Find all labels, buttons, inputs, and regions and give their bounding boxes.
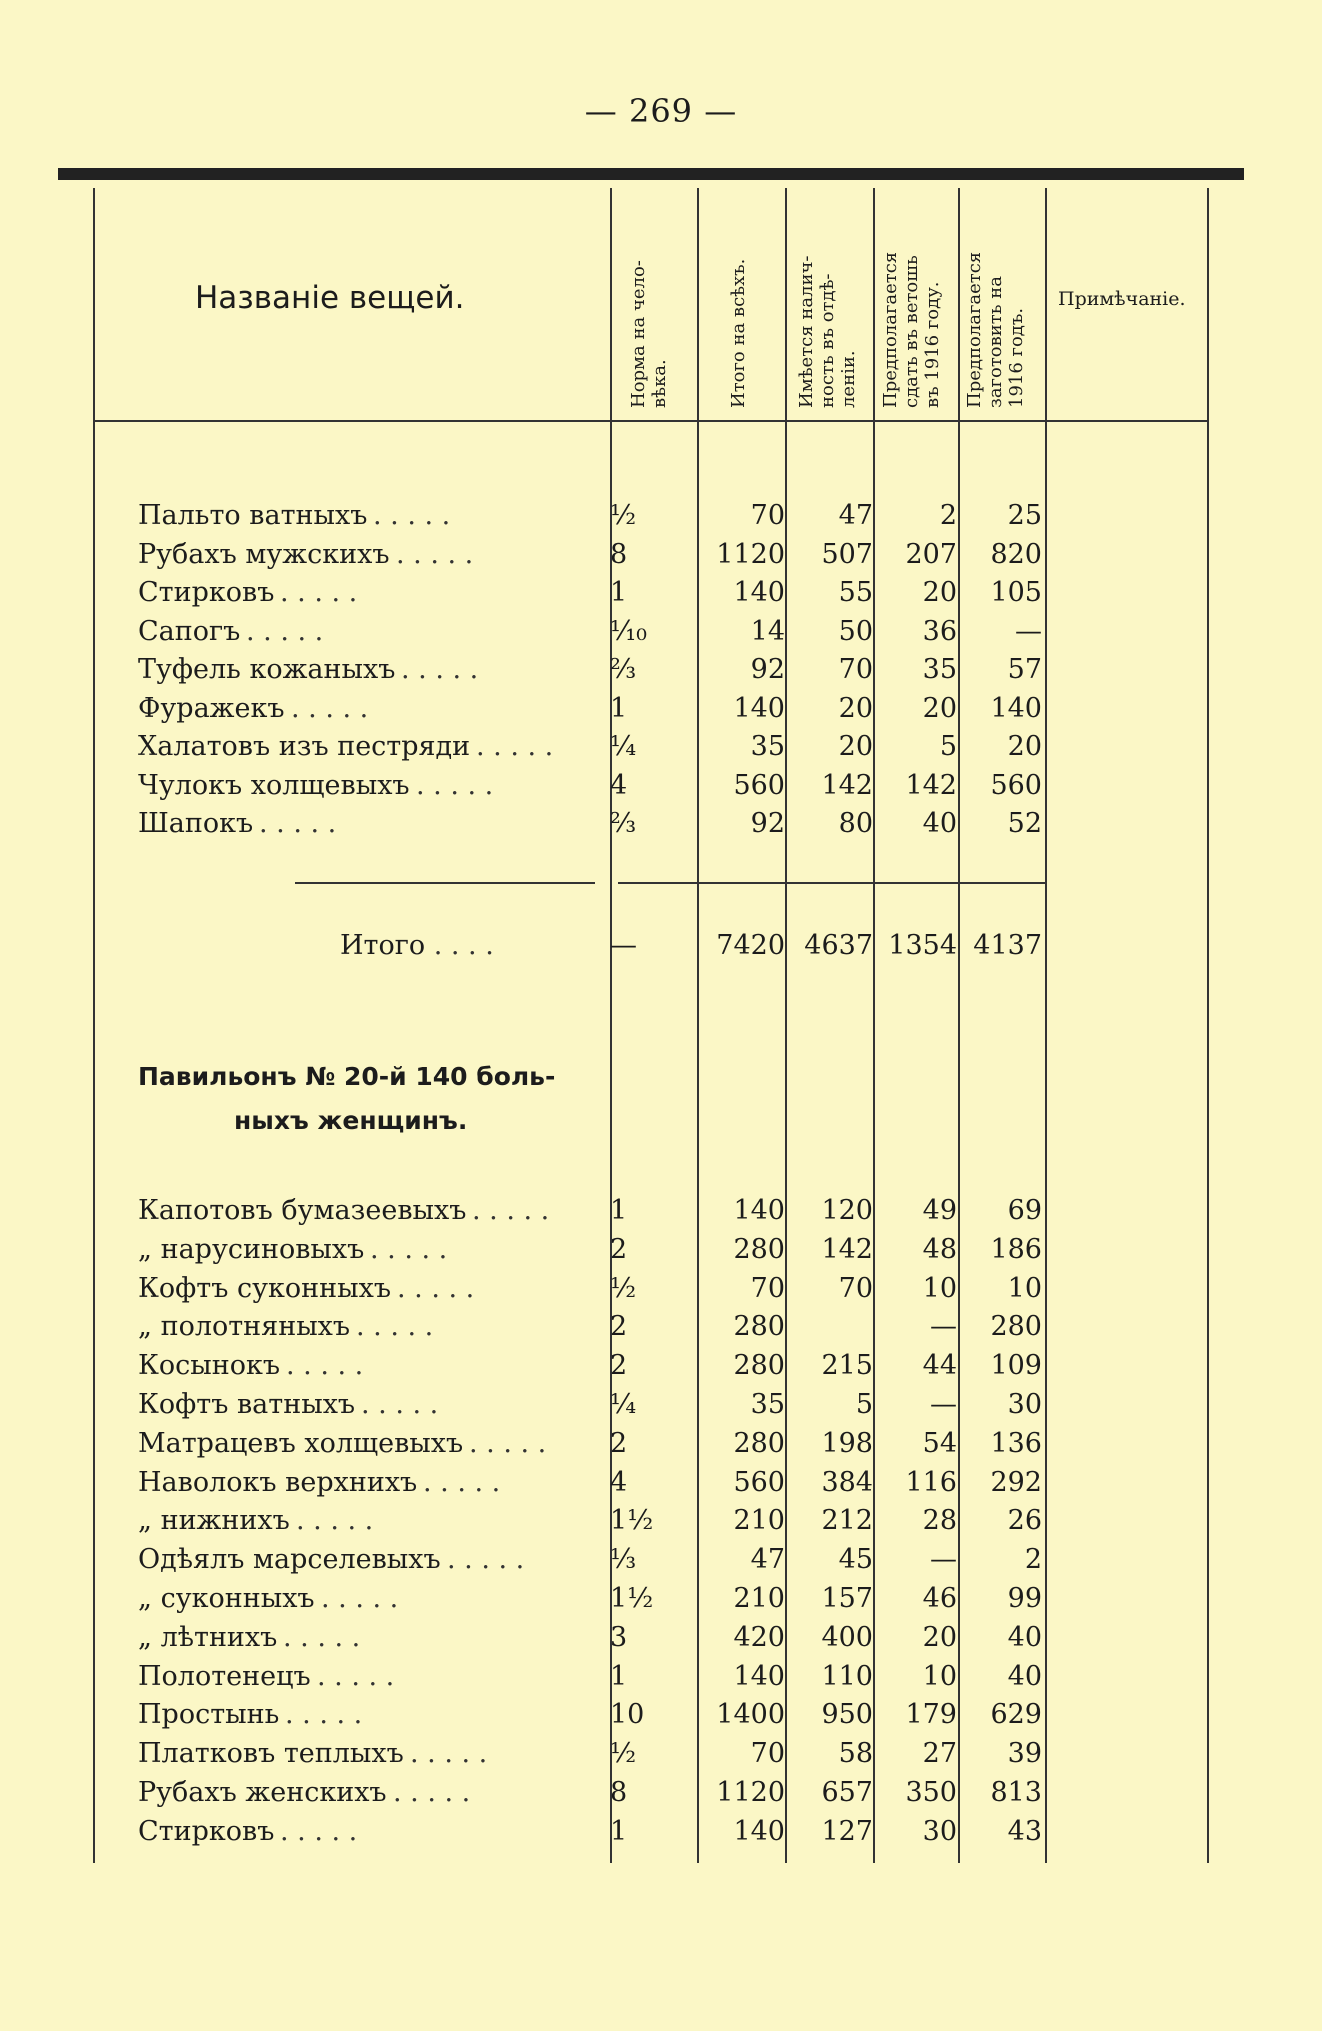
table-row xyxy=(0,539,1322,577)
leader-dots: . . . . . xyxy=(401,654,479,685)
item-total: 210 xyxy=(733,1505,785,1537)
total-rule xyxy=(295,882,595,884)
table-row xyxy=(0,1467,1322,1505)
item-available: 45 xyxy=(838,1544,873,1576)
item-total: 560 xyxy=(733,769,785,801)
item-available: 50 xyxy=(838,615,873,647)
item-norm: 3 xyxy=(610,1621,628,1653)
item-available: 20 xyxy=(838,692,873,724)
table-row xyxy=(0,1777,1322,1815)
item-scrap: 350 xyxy=(905,1777,957,1808)
column-header-scrap: Предполагается сдать въ ветошь въ 1916 году. xyxy=(880,251,943,408)
item-norm: 4 xyxy=(610,1466,628,1498)
leader-dots: . . . . . xyxy=(296,1505,374,1537)
item-scrap: 20 xyxy=(922,692,957,724)
item-available: 70 xyxy=(838,1272,873,1304)
item-prepare: 109 xyxy=(990,1350,1042,1382)
item-norm: ⅒ xyxy=(610,615,647,647)
item-scrap: 54 xyxy=(922,1427,957,1459)
item-total: 35 xyxy=(750,731,785,762)
item-norm: 2 xyxy=(610,1233,628,1265)
table-row xyxy=(0,1622,1322,1660)
item-scrap: 30 xyxy=(922,1815,957,1847)
top-rule xyxy=(58,168,1244,180)
column-header-norm: Норма на чело- вѣка. xyxy=(628,260,670,408)
item-available: 80 xyxy=(838,808,873,839)
item-name: Платковъ теплыхъ xyxy=(138,1738,404,1770)
item-prepare: 43 xyxy=(1007,1815,1042,1847)
item-prepare: 629 xyxy=(990,1699,1042,1731)
table-row xyxy=(0,1234,1322,1272)
item-total: 47 xyxy=(750,1544,785,1576)
table-row xyxy=(0,654,1322,692)
leader-dots: . . . . . xyxy=(373,500,451,531)
item-norm: 2 xyxy=(610,1350,628,1382)
table-row xyxy=(0,1661,1322,1699)
item-available: 142 xyxy=(821,769,873,801)
column-header-available: Имѣется налич- ность въ отдѣ- леніи. xyxy=(796,255,859,408)
item-prepare: 2 xyxy=(1024,1544,1042,1576)
item-norm: 1 xyxy=(610,1660,628,1692)
table-row xyxy=(0,500,1322,538)
leader-dots: . . . . . xyxy=(472,1195,550,1226)
item-name: Капотовъ бумазеевыхъ xyxy=(138,1195,467,1226)
leader-dots: . . . . . xyxy=(246,615,324,647)
leader-dots: . . . . . xyxy=(423,1466,501,1498)
item-norm: 1½ xyxy=(610,1505,654,1537)
total-norm: — xyxy=(610,930,637,961)
item-available: 507 xyxy=(821,538,873,570)
item-available: 384 xyxy=(821,1466,873,1498)
item-available: 215 xyxy=(821,1350,873,1382)
leader-dots: . . . . . xyxy=(361,1389,439,1420)
item-total: 92 xyxy=(750,654,785,685)
item-total: 1120 xyxy=(716,1777,785,1808)
table-row xyxy=(0,1311,1322,1349)
item-prepare: — xyxy=(1015,615,1042,647)
item-name: „ лѣтнихъ xyxy=(138,1621,278,1653)
item-available: 127 xyxy=(821,1815,873,1847)
leader-dots: . . . . . xyxy=(397,1272,475,1304)
item-norm: ¼ xyxy=(610,731,637,762)
item-total: 280 xyxy=(733,1350,785,1382)
item-prepare: 105 xyxy=(990,577,1042,608)
item-name: Полотенецъ xyxy=(138,1660,311,1692)
item-scrap: 28 xyxy=(922,1505,957,1537)
leader-dots: . . . . . xyxy=(410,1738,488,1770)
table-row xyxy=(0,616,1322,654)
item-total: 35 xyxy=(750,1389,785,1420)
item-scrap: 179 xyxy=(905,1699,957,1731)
leader-dots: . . . . . xyxy=(280,1815,358,1847)
column-header-name: Названіе вещей. xyxy=(195,280,465,316)
table-row xyxy=(0,1738,1322,1776)
item-norm: 2 xyxy=(610,1427,628,1459)
item-prepare: 10 xyxy=(1007,1272,1042,1304)
item-total: 140 xyxy=(733,692,785,724)
item-name: Чулокъ холщевыхъ xyxy=(138,769,410,801)
item-available: 120 xyxy=(821,1195,873,1226)
table-row xyxy=(0,693,1322,731)
section-title-line1: Павильонъ № 20-й 140 боль- xyxy=(138,1062,556,1091)
item-name: Кофтъ суконныхъ xyxy=(138,1272,392,1304)
item-name: Стирковъ xyxy=(138,1815,275,1847)
item-scrap: 27 xyxy=(922,1738,957,1770)
leader-dots: . . . . . xyxy=(396,538,474,570)
item-available: 950 xyxy=(821,1699,873,1731)
item-total: 140 xyxy=(733,1660,785,1692)
leader-dots: . . . . . xyxy=(469,1427,547,1459)
item-name: Косынокъ xyxy=(138,1350,281,1382)
leader-dots: . . . . . xyxy=(291,692,369,724)
item-prepare: 52 xyxy=(1007,808,1042,839)
item-total: 140 xyxy=(733,1815,785,1847)
section-title xyxy=(138,1055,608,1143)
table-row xyxy=(0,577,1322,615)
item-total: 560 xyxy=(733,1466,785,1498)
table-row xyxy=(0,731,1322,769)
item-total: 280 xyxy=(733,1311,785,1343)
item-prepare: 69 xyxy=(1007,1195,1042,1226)
item-norm: ½ xyxy=(610,500,637,531)
item-available: 657 xyxy=(821,1777,873,1808)
total-prep: 4137 xyxy=(973,930,1042,961)
item-total: 1400 xyxy=(716,1699,785,1731)
item-scrap: 207 xyxy=(905,538,957,570)
item-name: Простынь xyxy=(138,1699,280,1731)
table-row xyxy=(0,1389,1322,1427)
item-prepare: 30 xyxy=(1007,1389,1042,1420)
item-name: Рубахъ женскихъ xyxy=(138,1777,387,1808)
leader-dots: . . . . . xyxy=(370,1233,448,1265)
item-prepare: 20 xyxy=(1007,731,1042,762)
item-scrap: 116 xyxy=(905,1466,957,1498)
item-name: Фуражекъ xyxy=(138,692,285,724)
item-total: 210 xyxy=(733,1583,785,1614)
item-norm: 1 xyxy=(610,1195,628,1226)
table-row xyxy=(0,1699,1322,1737)
item-prepare: 280 xyxy=(990,1311,1042,1343)
total-values xyxy=(0,930,1322,968)
leader-dots: . . . . . xyxy=(447,1544,525,1576)
item-name: Рубахъ мужскихъ xyxy=(138,538,390,570)
leader-dots: . . . . . xyxy=(393,1777,471,1808)
item-name: Одѣялъ марселевыхъ xyxy=(138,1544,441,1576)
item-name: Кофтъ ватныхъ xyxy=(138,1389,356,1420)
leader-dots: . . . . . xyxy=(416,769,494,801)
item-norm: 1 xyxy=(610,1815,628,1847)
total-total: 7420 xyxy=(716,930,785,961)
section-title-line2: ныхъ женщинъ. xyxy=(234,1106,468,1135)
item-prepare: 140 xyxy=(990,692,1042,724)
table-row xyxy=(0,1544,1322,1582)
item-norm: ⅔ xyxy=(610,654,637,685)
item-name: Туфель кожаныхъ xyxy=(138,654,396,685)
item-norm: ⅓ xyxy=(610,1544,637,1576)
item-available: 198 xyxy=(821,1427,873,1459)
item-prepare: 813 xyxy=(990,1777,1042,1808)
item-total: 420 xyxy=(733,1621,785,1653)
column-header-prepare: Предполагается заготовить на 1916 годъ. xyxy=(964,251,1027,408)
item-scrap: 36 xyxy=(922,615,957,647)
item-available: 142 xyxy=(821,1233,873,1265)
item-prepare: 99 xyxy=(1007,1583,1042,1614)
item-name: Халатовъ изъ пестряди xyxy=(138,731,471,762)
item-scrap: 49 xyxy=(922,1195,957,1226)
item-name: „ полотняныхъ xyxy=(138,1311,351,1343)
item-prepare: 136 xyxy=(990,1427,1042,1459)
item-available: 20 xyxy=(838,731,873,762)
item-total: 1120 xyxy=(716,538,785,570)
total-avail: 4637 xyxy=(804,930,873,961)
item-scrap: — xyxy=(930,1544,957,1576)
page-number: — 269 — xyxy=(584,92,738,130)
column-header-total: Итого на всѣхъ. xyxy=(728,258,749,408)
item-total: 140 xyxy=(733,1195,785,1226)
item-scrap: 10 xyxy=(922,1660,957,1692)
table-row xyxy=(0,1195,1322,1233)
item-prepare: 25 xyxy=(1007,500,1042,531)
total-rule-numbers xyxy=(618,882,1046,884)
total-scrap: 1354 xyxy=(888,930,957,961)
item-norm: ⅔ xyxy=(610,808,637,839)
item-norm: 1 xyxy=(610,692,628,724)
item-prepare: 40 xyxy=(1007,1621,1042,1653)
item-available: 157 xyxy=(821,1583,873,1614)
leader-dots: . . . . . xyxy=(280,577,358,608)
leader-dots: . . . . . xyxy=(476,731,554,762)
item-scrap: 35 xyxy=(922,654,957,685)
item-total: 70 xyxy=(750,1738,785,1770)
item-total: 14 xyxy=(750,615,785,647)
item-scrap: 10 xyxy=(922,1272,957,1304)
item-scrap: 20 xyxy=(922,577,957,608)
item-scrap: 5 xyxy=(939,731,957,762)
item-available: 400 xyxy=(821,1621,873,1653)
table-row xyxy=(0,1350,1322,1388)
item-norm: 2 xyxy=(610,1311,628,1343)
item-available: 212 xyxy=(821,1505,873,1537)
item-prepare: 40 xyxy=(1007,1660,1042,1692)
item-name: „ суконныхъ xyxy=(138,1583,315,1614)
item-total: 92 xyxy=(750,808,785,839)
item-prepare: 26 xyxy=(1007,1505,1042,1537)
item-norm: 1 xyxy=(610,577,628,608)
item-prepare: 820 xyxy=(990,538,1042,570)
item-prepare: 186 xyxy=(990,1233,1042,1265)
item-scrap: 2 xyxy=(939,500,957,531)
item-total: 280 xyxy=(733,1427,785,1459)
item-name: Шапокъ xyxy=(138,808,254,839)
column-header-note: Примѣчаніе. xyxy=(1058,288,1186,310)
leader-dots: . . . . . xyxy=(283,1621,361,1653)
item-scrap: — xyxy=(930,1389,957,1420)
item-available: 5 xyxy=(855,1389,873,1420)
item-total: 280 xyxy=(733,1233,785,1265)
item-available: 70 xyxy=(838,654,873,685)
table-row xyxy=(0,770,1322,808)
item-prepare: 57 xyxy=(1007,654,1042,685)
item-total: 140 xyxy=(733,577,785,608)
item-total: 70 xyxy=(750,500,785,531)
item-norm: ½ xyxy=(610,1272,637,1304)
item-total: 70 xyxy=(750,1272,785,1304)
item-norm: 8 xyxy=(610,538,628,570)
item-available: 58 xyxy=(838,1738,873,1770)
header-bottom-rule xyxy=(93,420,1209,422)
table-row xyxy=(0,1816,1322,1854)
item-available: 47 xyxy=(838,500,873,531)
table-row xyxy=(0,808,1322,846)
item-prepare: 560 xyxy=(990,769,1042,801)
item-scrap: — xyxy=(930,1311,957,1343)
item-norm: 10 xyxy=(610,1699,645,1731)
leader-dots: . . . . . xyxy=(285,1699,363,1731)
table-row xyxy=(0,1505,1322,1543)
item-available: 110 xyxy=(821,1660,873,1692)
item-scrap: 40 xyxy=(922,808,957,839)
leader-dots: . . . . . xyxy=(259,808,337,839)
leader-dots: . . . . . xyxy=(286,1350,364,1382)
item-norm: 1½ xyxy=(610,1583,654,1614)
table-row xyxy=(0,1273,1322,1311)
leader-dots: . . . . . xyxy=(317,1660,395,1692)
item-name: „ нарусиновыхъ xyxy=(138,1233,365,1265)
item-norm: ½ xyxy=(610,1738,637,1770)
item-scrap: 20 xyxy=(922,1621,957,1653)
item-norm: ¼ xyxy=(610,1389,637,1420)
item-scrap: 46 xyxy=(922,1583,957,1614)
item-name: Стирковъ xyxy=(138,577,275,608)
item-available: 55 xyxy=(838,577,873,608)
total-row: Итого . . . . xyxy=(340,930,494,961)
table-row xyxy=(0,1428,1322,1466)
table-row xyxy=(0,1583,1322,1621)
item-name: Пальто ватныхъ xyxy=(138,500,368,531)
total-label: Итого xyxy=(340,930,426,961)
item-scrap: 44 xyxy=(922,1350,957,1382)
item-name: Матрацевъ холщевыхъ xyxy=(138,1427,464,1459)
item-scrap: 142 xyxy=(905,769,957,801)
item-prepare: 39 xyxy=(1007,1738,1042,1770)
item-norm: 4 xyxy=(610,769,628,801)
item-name: Сапогъ xyxy=(138,615,241,647)
item-prepare: 292 xyxy=(990,1466,1042,1498)
item-name: „ нижнихъ xyxy=(138,1505,290,1537)
leader-dots: . . . . . xyxy=(321,1583,399,1614)
item-scrap: 48 xyxy=(922,1233,957,1265)
item-name: Наволокъ верхнихъ xyxy=(138,1466,418,1498)
item-norm: 8 xyxy=(610,1777,628,1808)
leader-dots: . . . . . xyxy=(356,1311,434,1343)
